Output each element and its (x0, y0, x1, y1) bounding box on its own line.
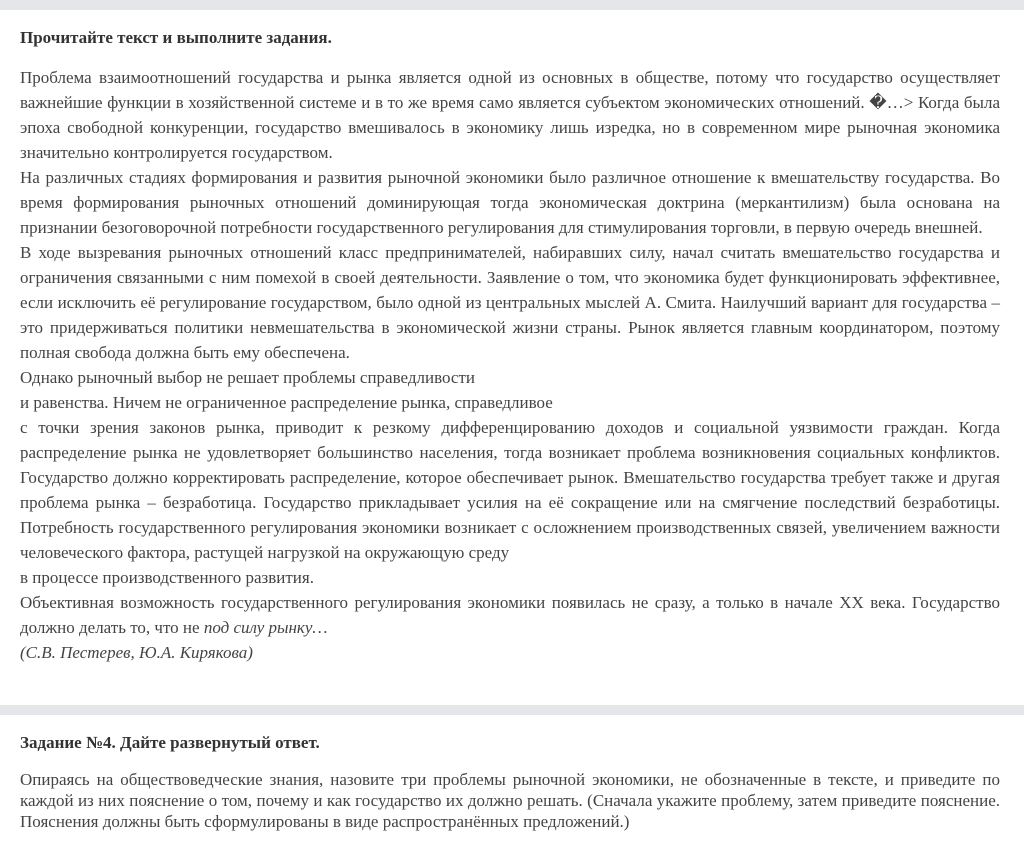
section-separator (0, 705, 1024, 715)
passage-paragraph-1: Проблема взаимоотношений государства и рынка является одной из основных в обществе, потому что государство осуществляет важнейшие функции в хозяйственной системе и в то же время само является субъектом экономических отношений. �…> Когда была эпоха свободной конкуренции, государство вмешивалось в экономику лишь изредка, но в современном мире рыночная экономика значительно контролируется государством. (20, 68, 1000, 162)
passage-author: (С.В. Пестерев, Ю.А. Кирякова) (20, 643, 253, 662)
passage-paragraph-8-text: Объективная возможность государственного регулирования экономики появилась не сразу, а только в начале XX века. Государство должно делать то, что не (20, 593, 1000, 637)
passage-paragraph-2: На различных стадиях формирования и развития рыночной экономики было различное отношение к вмешательству государства. Во время формирования рыночных отношений доминирующая тогда экономическая доктрина (меркантилизм) была основана на признании безоговорочной потребности государственного регулирования для стимулирования торговли, в первую очередь внешней. (20, 168, 1000, 237)
task-title: Задание №4. Дайте развернутый ответ. (20, 733, 320, 752)
top-separator (0, 0, 1024, 10)
reading-passage (20, 65, 1000, 665)
passage-paragraph-7: в процессе производственного развития. (20, 568, 314, 587)
passage-paragraph-4: Однако рыночный выбор не решает проблемы справедливости (20, 368, 475, 387)
passage-italic-ending: под силу рынку… (203, 618, 328, 637)
passage-paragraph-5: и равенства. Ничем не ограниченное распределение рынка, справедливое (20, 393, 553, 412)
passage-paragraph-6: с точки зрения законов рынка, приводит к резкому дифференцированию доходов и социальной уязвимости граждан. Когда распределение рынка не удовлетворяет большинство населения, тогда возникает проблема возникновения социальных конфликтов. Государство должно корректировать распределение, которое обеспечивает рынок. Вмешательство государства требует также и другая проблема рынка – безработица. Государство прикладывает усилия на её сокращение или на смягчение последствий безработицы. Потребность государственного регулирования экономики возникает с осложнением производственных связей, увеличением важности человеческого фактора, растущей нагрузкой на окружающую среду (20, 418, 1000, 562)
passage-paragraph-8 (20, 590, 1000, 640)
passage-paragraph-3: В ходе вызревания рыночных отношений класс предпринимателей, набиравших силу, начал считать вмешательство государства и ограничения связанными с ним помехой в своей деятельности. Заявление о том, что экономика будет функционировать эффективнее, если исключить её регулирование государством, было одной из центральных мыслей А. Смита. Наилучший вариант для государства – это придерживаться политики невмешательства в экономической жизни страны. Рынок является главным координатором, поэтому полная свобода должна быть ему обеспечена. (20, 243, 1000, 362)
task-question: Опираясь на обществоведческие знания, назовите три проблемы рыночной экономики, не обозначенные в тексте, и приведите по каждой из них пояснение о том, почему и как государство их должно решать. (Сначала укажите проблему, затем приведите пояснение. Пояснения должны быть сформулированы в виде распространённых предложений.) (20, 770, 1000, 831)
passage-instruction-title: Прочитайте текст и выполните задания. (20, 28, 332, 47)
